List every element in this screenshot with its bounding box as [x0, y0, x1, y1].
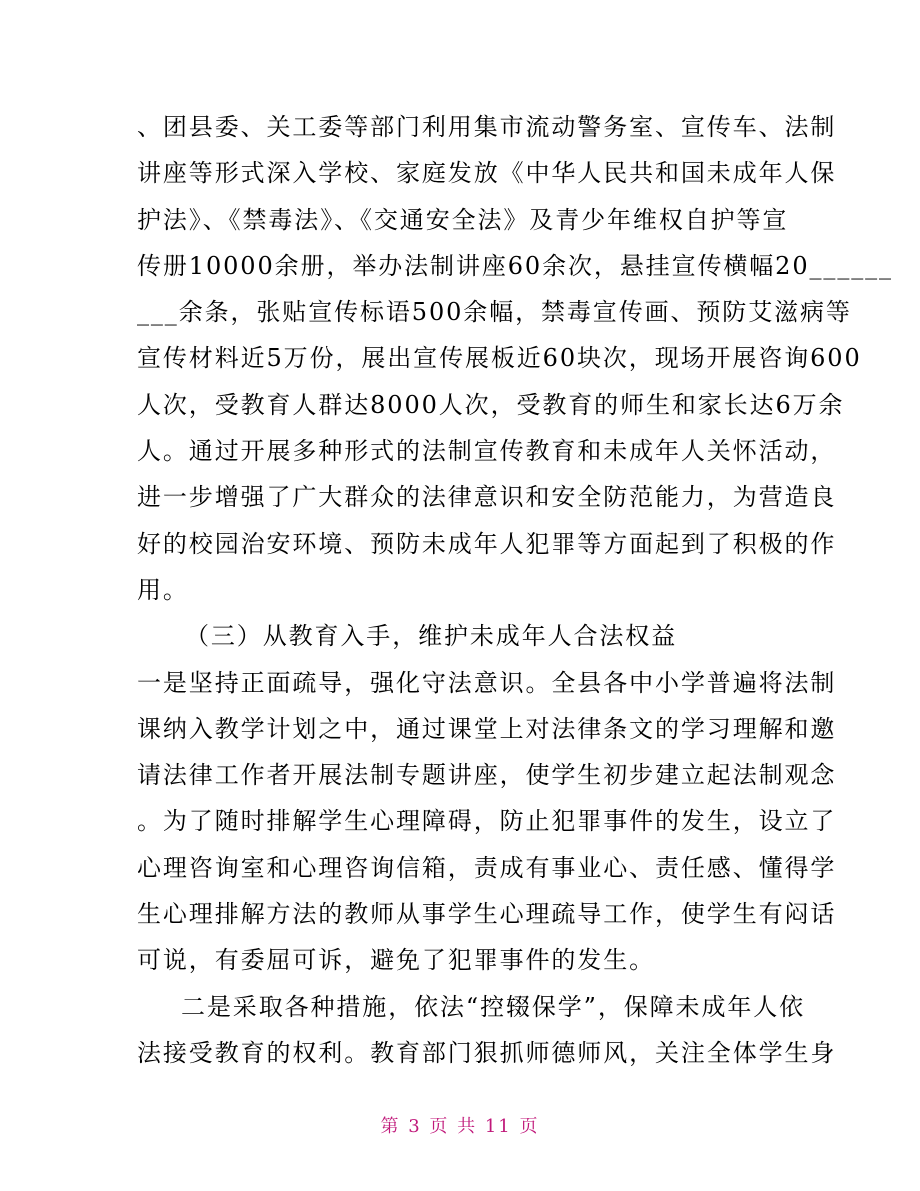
text-line: 、团县委、关工委等部门利用集市流动警务室、宣传车、法制: [137, 113, 837, 141]
text-line: 法接受教育的权利。教育部门狠抓师德师风，关注全体学生身: [137, 1038, 837, 1067]
text-line: 讲座等形式深入学校、家庭发放《中华人民共和国未成年人保: [137, 159, 837, 188]
text-line: 心理咨询室和心理咨询信箱，责成有事业心、责任感、懂得学: [137, 853, 837, 882]
text-line: ___余条，张贴宣传标语500余幅，禁毒宣传画、预防艾滋病等: [137, 298, 852, 327]
text-line: 传册10000余册，举办法制讲座60余次，悬挂宣传横幅20______: [137, 251, 893, 280]
text-line: 请法律工作者开展法制专题讲座，使学生初步建立起法制观念: [137, 761, 837, 790]
text-line: 进一步增强了广大群众的法律意识和安全防范能力，为营造良: [137, 483, 837, 512]
section-heading: （三）从教育入手，维护未成年人合法权益: [185, 622, 678, 651]
text-line: 宣传材料近5万份，展出宣传展板近60块次，现场开展咨询600: [137, 344, 862, 373]
text-line: 课纳入教学计划之中，通过课堂上对法律条文的学习理解和邀: [137, 714, 837, 743]
text-line: 人。通过开展多种形式的法制宣传教育和未成年人关怀活动，: [137, 437, 837, 466]
text-line: 。为了随时排解学生心理障碍，防止犯罪事件的发生，设立了: [137, 807, 837, 836]
body-text: [137, 104, 893, 1076]
text-line: 人次，受教育人群达8000人次，受教育的师生和家长达6万余: [137, 390, 845, 419]
text-line: 可说，有委屈可诉，避免了犯罪事件的发生。: [137, 946, 655, 975]
paragraph-start-line: 二是采取各种措施，依法“控辍保学”，保障未成年人依: [181, 992, 806, 1021]
text-line: 一是坚持正面疏导，强化守法意识。全县各中小学普遍将法制: [137, 668, 837, 697]
text-line: 好的校园治安环境、预防未成年人犯罪等方面起到了积极的作: [137, 529, 837, 558]
text-line: 用。: [137, 575, 189, 604]
text-line: 生心理排解方法的教师从事学生心理疏导工作，使学生有闷话: [137, 900, 837, 929]
page-number-footer: 第 3 页 共 11 页: [380, 1116, 540, 1137]
text-line: 护法》、《禁毒法》、《交通安全法》及青少年维权自护等宣: [137, 205, 789, 234]
